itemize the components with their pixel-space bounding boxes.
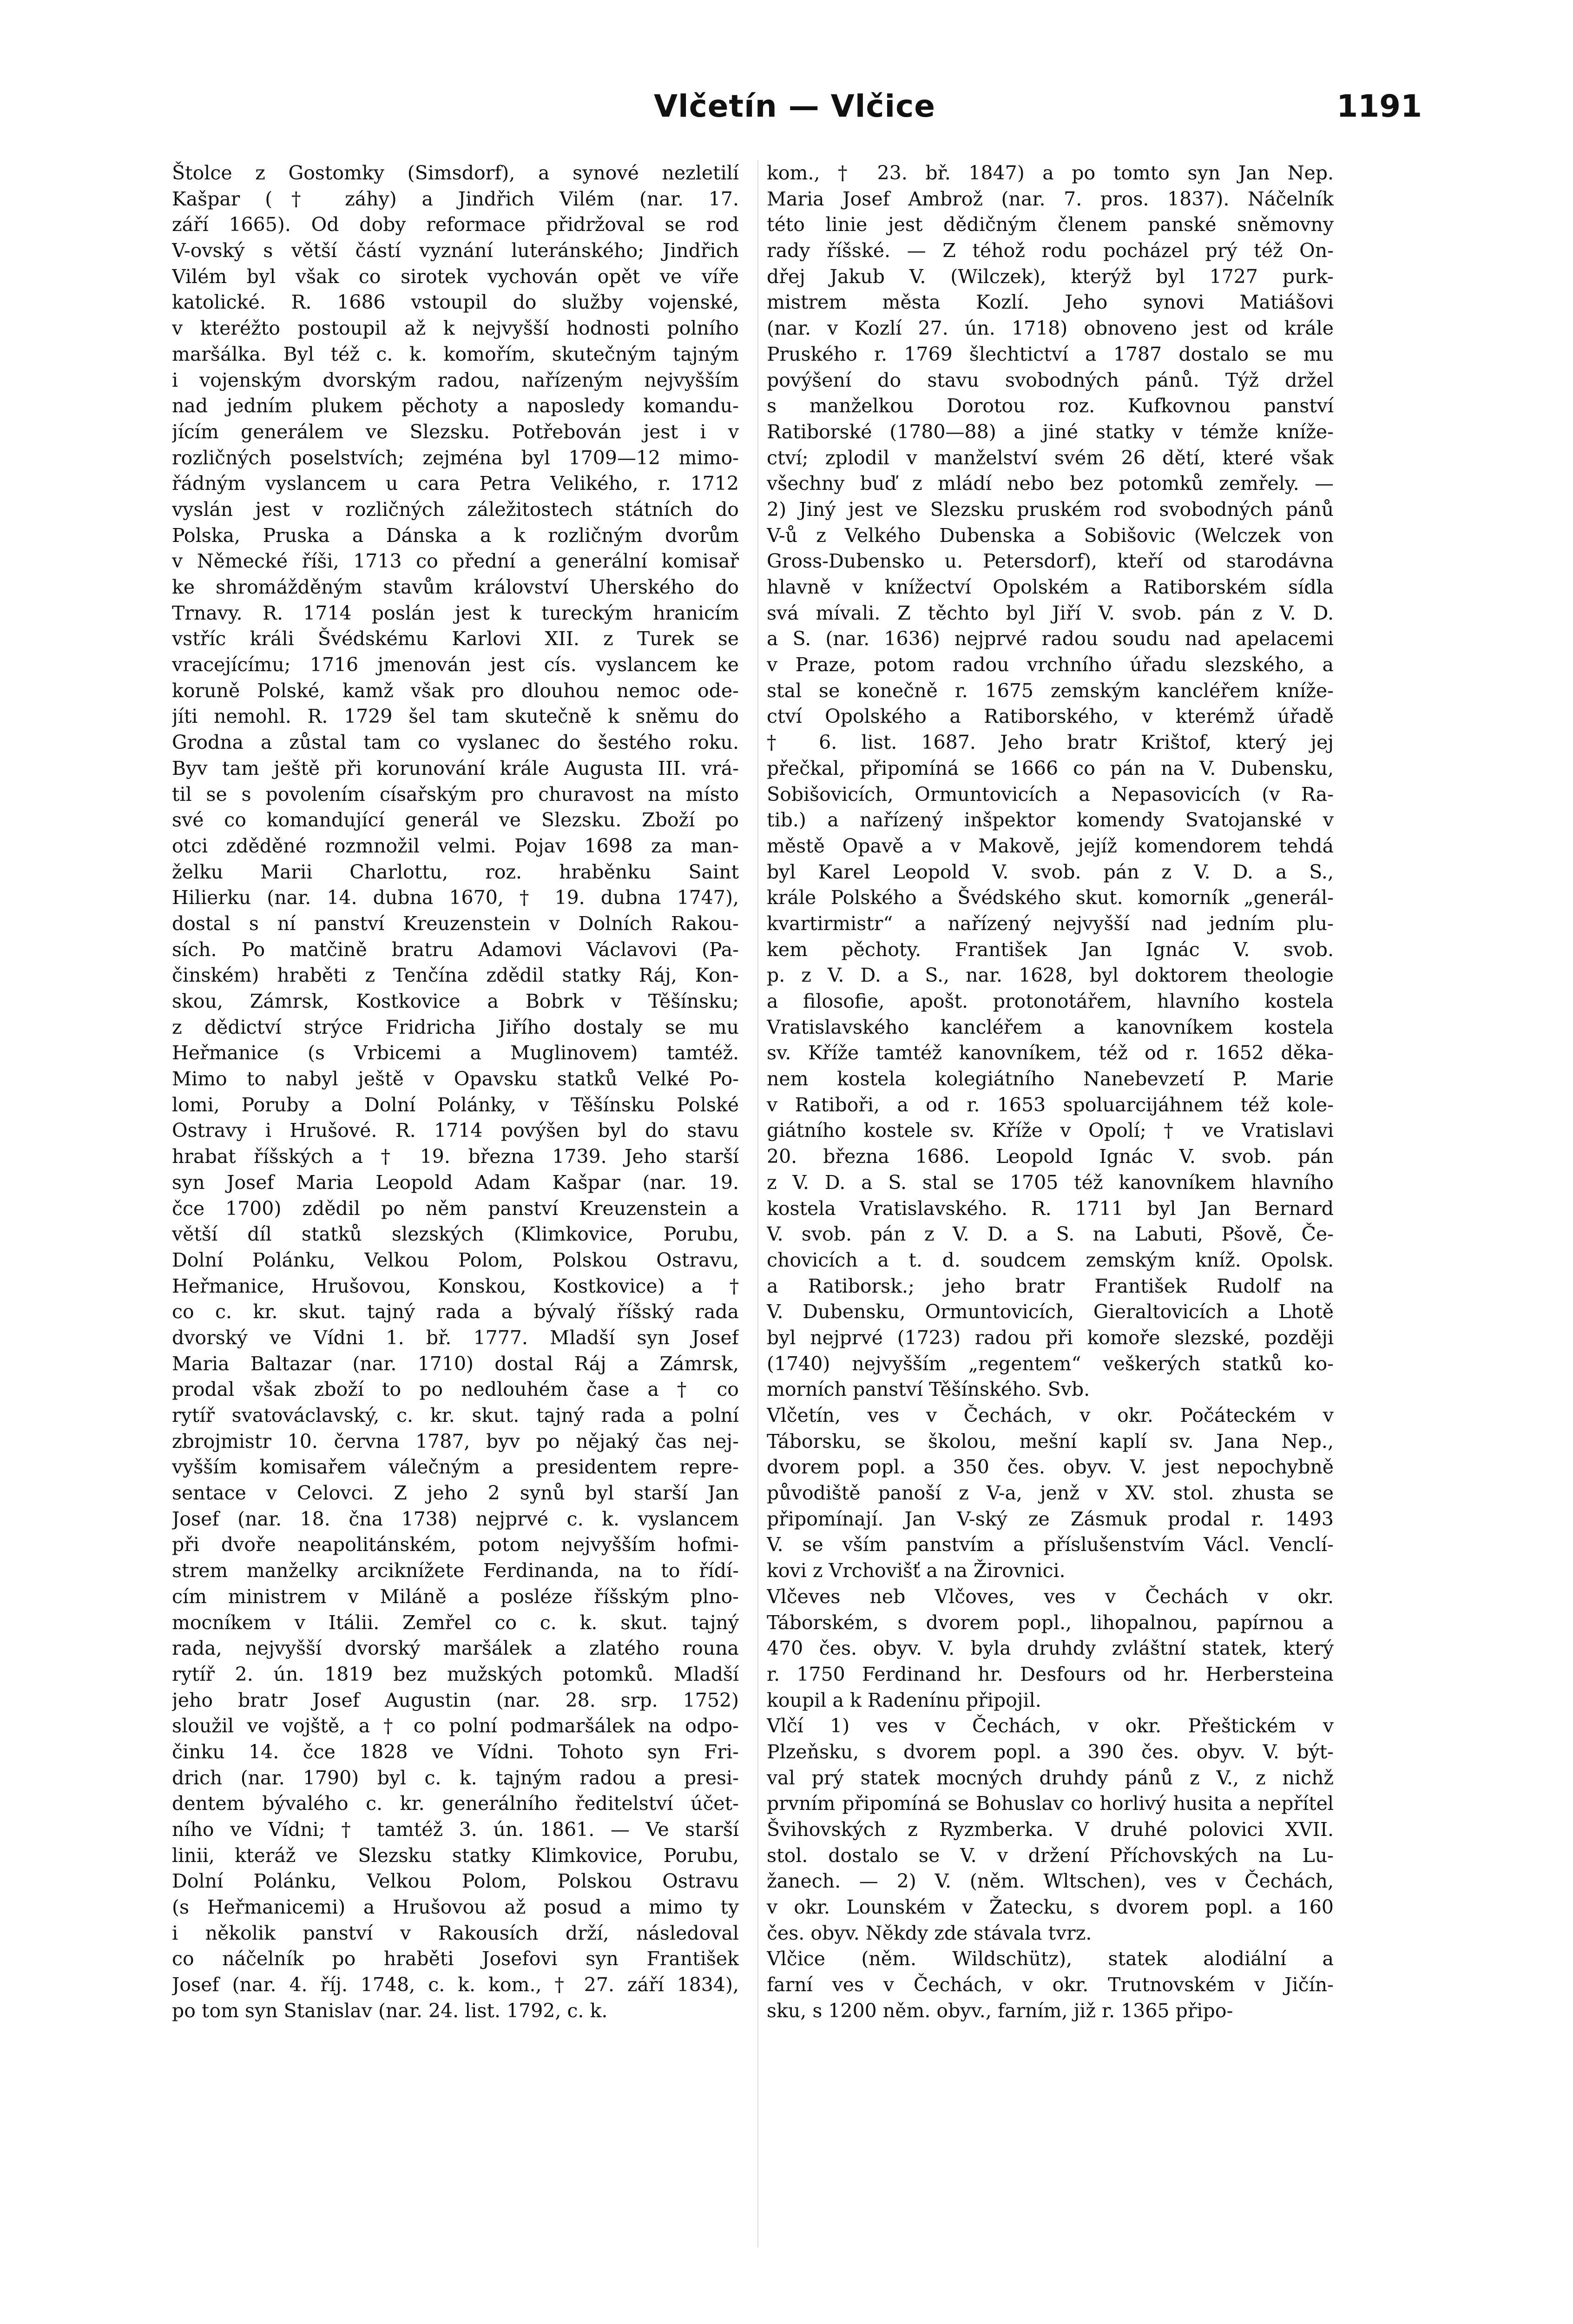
text-line: jícím generálem ve Slezsku. Potřebován jest i v — [172, 420, 739, 443]
text-line: (s Heřmanicemi) a Hrušovou až posud a mimo ty — [172, 1896, 739, 1919]
text-line: rytíř 2. ún. 1819 bez mužských potomků. Mladší — [172, 1663, 739, 1685]
text-line: v kteréžto postoupil až k nejvyšší hodnosti polního — [172, 317, 739, 340]
text-line: jíti nemohl. R. 1729 šel tam skutečně k sněmu do — [172, 705, 739, 728]
text-line: vyslán jest v rozličných záležitostech státních do — [172, 498, 739, 521]
text-line: vstříc králi Švédskému Karlovi XII. z Turek se — [172, 627, 739, 650]
text-line: připomínají. Jan V-ský ze Zásmuk prodal r. 1493 — [767, 1507, 1334, 1530]
text-line: kom., † 23. bř. 1847) a po tomto syn Jan Nep. — [767, 162, 1334, 184]
text-line: městě Opavě a v Makově, jejíž komendorem tehdá — [767, 834, 1334, 857]
text-line: i několik panství v Rakousích drží, následoval — [172, 1921, 739, 1944]
text-line: katolické. R. 1686 vstoupil do služby vojenské, — [172, 291, 739, 314]
text-line: větší díl statků slezských (Klimkovice, Porubu, — [172, 1223, 739, 1246]
text-line: s manželkou Dorotou roz. Kufkovnou panství — [767, 395, 1334, 417]
text-line: Štolce z Gostomky (Simsdorf), a synové nezletilí — [172, 162, 739, 184]
text-line: Josef (nar. 4. říj. 1748, c. k. kom., † 27. září 1834), — [172, 1974, 739, 1996]
text-line: Sobišovicích, Ormuntovicích a Nepasovicích (v Ra- — [767, 783, 1334, 805]
text-line: r. 1750 Ferdinand hr. Desfours od hr. Herbersteina — [767, 1663, 1334, 1685]
text-line: Byv tam ještě při korunování krále Augusta III. vrá- — [172, 757, 739, 779]
text-line: a filosofie, apošt. protonotářem, hlavního kostela — [767, 990, 1334, 1012]
text-line: Vlčeves neb Vlčoves, ves v Čechách v okr. — [767, 1585, 1334, 1608]
text-line: byl nejprvé (1723) radou při komoře slezské, později — [767, 1326, 1334, 1349]
text-line: tib.) a nařízený inšpektor komendy Svatojanské v — [767, 809, 1334, 832]
text-line: koupil a k Radenínu připojil. — [767, 1689, 1041, 1711]
text-line: chovicích a t. d. soudcem zemským kníž. Opolsk. — [767, 1248, 1334, 1271]
text-line: linii, kteráž ve Slezsku statky Klimkovice, Porubu, — [172, 1844, 739, 1867]
text-line: cím ministrem v Miláně a posléze říšským plno- — [172, 1585, 739, 1608]
text-line: z V. D. a S. stal se 1705 též kanovníkem hlavního — [767, 1171, 1334, 1194]
text-line: morních panství Těšínského. Svb. — [767, 1378, 1090, 1401]
text-line: Maria Josef Ambrož (nar. 7. pros. 1837). Náčelník — [767, 187, 1334, 210]
text-line: koruně Polské, kamž však pro dlouhou nemoc ode- — [172, 679, 739, 702]
text-line: nem kostela kolegiátního Nanebevzetí P. Marie — [767, 1068, 1334, 1090]
text-line: své co komandující generál ve Slezsku. Zboží po — [172, 809, 739, 832]
text-line: všechny buď z mládí nebo bez potomků zemřely. — — [767, 472, 1334, 495]
text-line: (1740) nejvyšším „regentem“ veškerých statků ko- — [767, 1352, 1334, 1375]
text-line: co c. kr. skut. tajný rada a bývalý říšský rada — [172, 1301, 739, 1323]
text-line: ního ve Vídni; † tamtéž 3. ún. 1861. — Ve starší — [172, 1818, 739, 1841]
text-line: stol. dostalo se V. v držení Příchovských na Lu- — [767, 1844, 1334, 1867]
text-line: a Ratiborsk.; jeho bratr František Rudolf na — [767, 1274, 1334, 1297]
text-line: krále Polského a Švédského skut. komorník „generál- — [767, 886, 1334, 909]
text-line: kem pěchoty. František Jan Ignác V. svob. — [767, 938, 1334, 961]
text-line: V. se vším panstvím a příslušenstvím Václ. Venclí- — [767, 1533, 1334, 1556]
text-line: čce 1700) zdědil po něm panství Kreuzenstein a — [172, 1197, 739, 1220]
text-line: a S. (nar. 1636) nejprvé radou soudu nad apelacemi — [767, 627, 1334, 650]
text-line: vyšším komisařem válečným a presidentem repre- — [172, 1456, 739, 1479]
text-line: Trnavy. R. 1714 poslán jest k tureckým hranicím — [172, 601, 739, 624]
text-line: (nar. v Kozlí 27. ún. 1718) obnoveno jest od krále — [767, 317, 1334, 340]
text-line: Vilém byl však co sirotek vychován opět ve víře — [172, 265, 739, 288]
text-line: prodal však zboží to po nedlouhém čase a † co — [172, 1378, 739, 1401]
text-line: sích. Po matčině bratru Adamovi Václavovi (Pa- — [172, 938, 739, 961]
text-line: maršálka. Byl též c. k. komořím, skutečným tajným — [172, 343, 739, 365]
text-line: rytíř svatováclavský, c. kr. skut. tajný rada a polní — [172, 1404, 739, 1426]
text-line: po tom syn Stanislav (nar. 24. list. 1792, c. k. — [172, 1999, 608, 2022]
text-line: vracejícímu; 1716 jmenován jest cís. vyslancem ke — [172, 654, 739, 676]
text-line: prvním připomíná se Bohuslav co horlivý husita a nepřítel — [767, 1792, 1334, 1815]
text-line: dentem bývalého c. kr. generálního ředitelství účet- — [172, 1792, 739, 1815]
text-line: V. Dubensku, Ormuntovicích, Gieraltovicích a Lhotě — [767, 1301, 1334, 1323]
text-line: V-ovský s větší částí vyznání luteránského; Jindřich — [172, 239, 739, 262]
text-line: Vlčí 1) ves v Čechách, v okr. Přeštickém v — [767, 1715, 1334, 1737]
text-line: Táborsku, se školou, mešní kaplí sv. Jana Nep., — [767, 1430, 1334, 1452]
text-line: V. svob. pán z V. D. a S. na Labuti, Pšově, Če- — [767, 1223, 1334, 1246]
running-head: Vlčetín — Vlčice — [653, 88, 936, 124]
text-line: v Ratiboři, a od r. 1653 spoluarcijáhnem též kole- — [767, 1093, 1334, 1116]
text-line: otci zděděné rozmnožil velmi. Pojav 1698 za man- — [172, 834, 739, 857]
text-line: hrabat říšských a † 19. března 1739. Jeho starší — [172, 1145, 739, 1168]
text-line: sv. Kříže tamtéž kanovníkem, též od r. 1652 děka- — [767, 1042, 1334, 1064]
text-line: Gross-Dubensko u. Petersdorf), kteří od starodávna — [767, 550, 1334, 573]
text-line: Josef (nar. 18. čna 1738) nejprvé c. k. vyslancem — [172, 1507, 739, 1530]
text-line: Heřmanice (s Vrbicemi a Muglinovem) tamtéž. — [172, 1042, 739, 1064]
text-line: povýšení do stavu svobodných pánů. Týž držel — [767, 369, 1334, 391]
text-line: této linie jest dědičným členem panské sněmovny — [767, 213, 1334, 236]
text-line: Plzeňsku, s dvorem popl. a 390 čes. obyv. V. být- — [767, 1740, 1334, 1763]
text-line: 20. března 1686. Leopold Ignác V. svob. pán — [767, 1145, 1334, 1168]
text-line: p. z V. D. a S., nar. 1628, byl doktorem theologie — [767, 964, 1334, 987]
text-line: žanech. — 2) V. (něm. Wltschen), ves v Čechách, — [767, 1870, 1334, 1893]
text-line: v Německé říši, 1713 co přední a generální komisař — [172, 550, 739, 573]
text-line: til se s povolením císařským pro churavost na místo — [172, 783, 739, 805]
text-line: Táborském, s dvorem popl., lihopalnou, papírnou a — [767, 1611, 1334, 1634]
text-line: farní ves v Čechách, v okr. Trutnovském v Jičín- — [767, 1974, 1334, 1996]
text-line: sku, s 1200 něm. obyv., farním, již r. 1365 připo- — [767, 1999, 1233, 2022]
text-line: Hilierku (nar. 14. dubna 1670, † 19. dubna 1747), — [172, 886, 739, 909]
text-line: svá mívali. Z těchto byl Jiří V. svob. pán z V. D. — [767, 601, 1334, 624]
text-line: v Praze, potom radou vrchního úřadu slezského, a — [767, 654, 1334, 676]
text-line: Dolní Polánku, Velkou Polom, Polskou Ostravu — [172, 1870, 739, 1893]
text-line: kostela Vratislavského. R. 1711 byl Jan Bernard — [767, 1197, 1334, 1220]
text-line: Pruského r. 1769 šlechtictví a 1787 dostalo se mu — [767, 343, 1334, 365]
text-line: Kašpar († záhy) a Jindřich Vilém (nar. 17. — [172, 187, 739, 210]
text-line: sentace v Celovci. Z jeho 2 synů byl starší Jan — [172, 1482, 739, 1505]
text-line: dvorský ve Vídni 1. bř. 1777. Mladší syn Josef — [172, 1326, 739, 1349]
text-line: zbrojmistr 10. června 1787, byv po nějaký čas nej- — [172, 1430, 739, 1452]
text-line: čes. obyv. Někdy zde stávala tvrz. — [767, 1921, 1092, 1944]
text-line: dostal s ní panství Kreuzenstein v Dolních Rakou- — [172, 912, 739, 935]
text-line: Švihovských z Ryzmberka. V druhé polovici XVII. — [767, 1818, 1334, 1841]
left-column — [172, 160, 739, 2024]
text-line: rada, nejvyšší dvorský maršálek a zlatého rouna — [172, 1637, 739, 1660]
text-line: i vojenským dvorským radou, nařízeným nejvyšším — [172, 369, 739, 391]
text-line: rozličných poselstvích; zejména byl 1709—12 mimo- — [172, 446, 739, 469]
text-line: kvartirmistr“ a nařízený nejvyšší nad jedním plu- — [767, 912, 1334, 935]
text-line: činském) hraběti z Tenčína zdědil statky Ráj, Kon- — [172, 964, 739, 987]
text-line: † 6. list. 1687. Jeho bratr Krištof, který jej — [767, 731, 1334, 754]
text-line: stal se konečně r. 1675 zemským kancléřem kníže- — [767, 679, 1334, 702]
text-line: Vlčetín, ves v Čechách, v okr. Počáteckém v — [767, 1404, 1334, 1426]
text-line: sloužil ve vojště, a † co polní podmaršálek na odpo- — [172, 1715, 739, 1737]
page-number: 1191 — [1336, 88, 1422, 124]
text-line: Dolní Polánku, Velkou Polom, Polskou Ostravu, — [172, 1248, 739, 1271]
text-line: z dědictví strýce Fridricha Jiřího dostaly se mu — [172, 1016, 739, 1038]
text-line: řádným vyslancem u cara Petra Velikého, r. 1712 — [172, 472, 739, 495]
text-line: Ostravy i Hrušové. R. 1714 povýšen byl do stavu — [172, 1119, 739, 1142]
text-line: skou, Zámrsk, Kostkovice a Bobrk v Těšínsku; — [172, 990, 739, 1012]
text-line: mocníkem v Itálii. Zemřel co c. k. skut. tajný — [172, 1611, 739, 1634]
text-line: drich (nar. 1790) byl c. k. tajným radou a presi- — [172, 1766, 739, 1789]
text-line: činku 14. čce 1828 ve Vídni. Tohoto syn Fri- — [172, 1740, 739, 1763]
text-line: hlavně v knížectví Opolském a Ratiborském sídla — [767, 576, 1334, 598]
text-line: rady říšské. — Z téhož rodu pocházel prý též On- — [767, 239, 1334, 262]
text-line: strem manželky arciknížete Ferdinanda, na to řídí- — [172, 1559, 739, 1582]
page-header — [167, 88, 1422, 144]
text-line: mistrem města Kozlí. Jeho synovi Matiášovi — [767, 291, 1334, 314]
text-line: v okr. Lounském v Žatecku, s dvorem popl. a 160 — [767, 1896, 1334, 1919]
text-line: syn Josef Maria Leopold Adam Kašpar (nar. 19. — [172, 1171, 739, 1194]
text-line: dřej Jakub V. (Wilczek), kterýž byl 1727 purk- — [767, 265, 1334, 288]
text-line: 2) Jiný jest ve Slezsku pruském rod svobodných pánů — [767, 498, 1334, 521]
text-line: ctví; zplodil v manželství svém 26 dětí, které však — [767, 446, 1334, 469]
text-line: nad jedním plukem pěchoty a naposledy komandu- — [172, 395, 739, 417]
text-line: Maria Baltazar (nar. 1710) dostal Ráj a Zámrsk, — [172, 1352, 739, 1375]
text-line: V-ů z Velkého Dubenska a Sobišovic (Welczek von — [767, 524, 1334, 547]
text-line: Ratiborské (1780—88) a jiné statky v témže kníže- — [767, 420, 1334, 443]
text-line: původiště panoší z V-a, jenž v XV. stol. zhusta se — [767, 1482, 1334, 1505]
text-line: ke shromážděným stavům království Uherského do — [172, 576, 739, 598]
text-line: Vratislavského kancléřem a kanovníkem kostela — [767, 1016, 1334, 1038]
text-line: při dvoře neapolitánském, potom nejvyšším hofmi- — [172, 1533, 739, 1556]
text-line: kovi z Vrchovišť a na Žirovnici. — [767, 1559, 1066, 1582]
text-line: val prý statek mocných druhdy pánů z V., z nichž — [767, 1766, 1334, 1789]
text-line: Polska, Pruska a Dánska a k rozličným dvorům — [172, 524, 739, 547]
text-line: co náčelník po hraběti Josefovi syn František — [172, 1948, 739, 1970]
text-line: giátního kostele sv. Kříže v Opolí; † ve Vratislavi — [767, 1119, 1334, 1142]
text-line: září 1665). Od doby reformace přidržoval se rod — [172, 213, 739, 236]
text-line: ctví Opolského a Ratiborského, v kterémž úřadě — [767, 705, 1334, 728]
text-line: lomi, Poruby a Dolní Polánky, v Těšínsku Polské — [172, 1093, 739, 1116]
text-line: dvorem popl. a 350 čes. obyv. V. jest nepochybně — [767, 1456, 1334, 1479]
text-line: 470 čes. obyv. V. byla druhdy zvláštní statek, který — [767, 1637, 1334, 1660]
text-line: Grodna a zůstal tam co vyslanec do šestého roku. — [172, 731, 739, 754]
right-column — [767, 160, 1334, 2024]
text-line: jeho bratr Josef Augustin (nar. 28. srp. 1752) — [172, 1689, 739, 1711]
text-line: přečkal, připomíná se 1666 co pán na V. Dubensku, — [767, 757, 1334, 779]
column-divider — [757, 160, 758, 2247]
text-line: Vlčice (něm. Wildschütz), statek alodiální a — [767, 1948, 1334, 1970]
text-line: Heřmanice, Hrušovou, Konskou, Kostkovice) a † — [172, 1274, 739, 1297]
text-line: želku Marii Charlottu, roz. hraběnku Saint — [172, 860, 739, 883]
text-line: Mimo to nabyl ještě v Opavsku statků Velké Po- — [172, 1068, 739, 1090]
text-line: byl Karel Leopold V. svob. pán z V. D. a S., — [767, 860, 1334, 883]
